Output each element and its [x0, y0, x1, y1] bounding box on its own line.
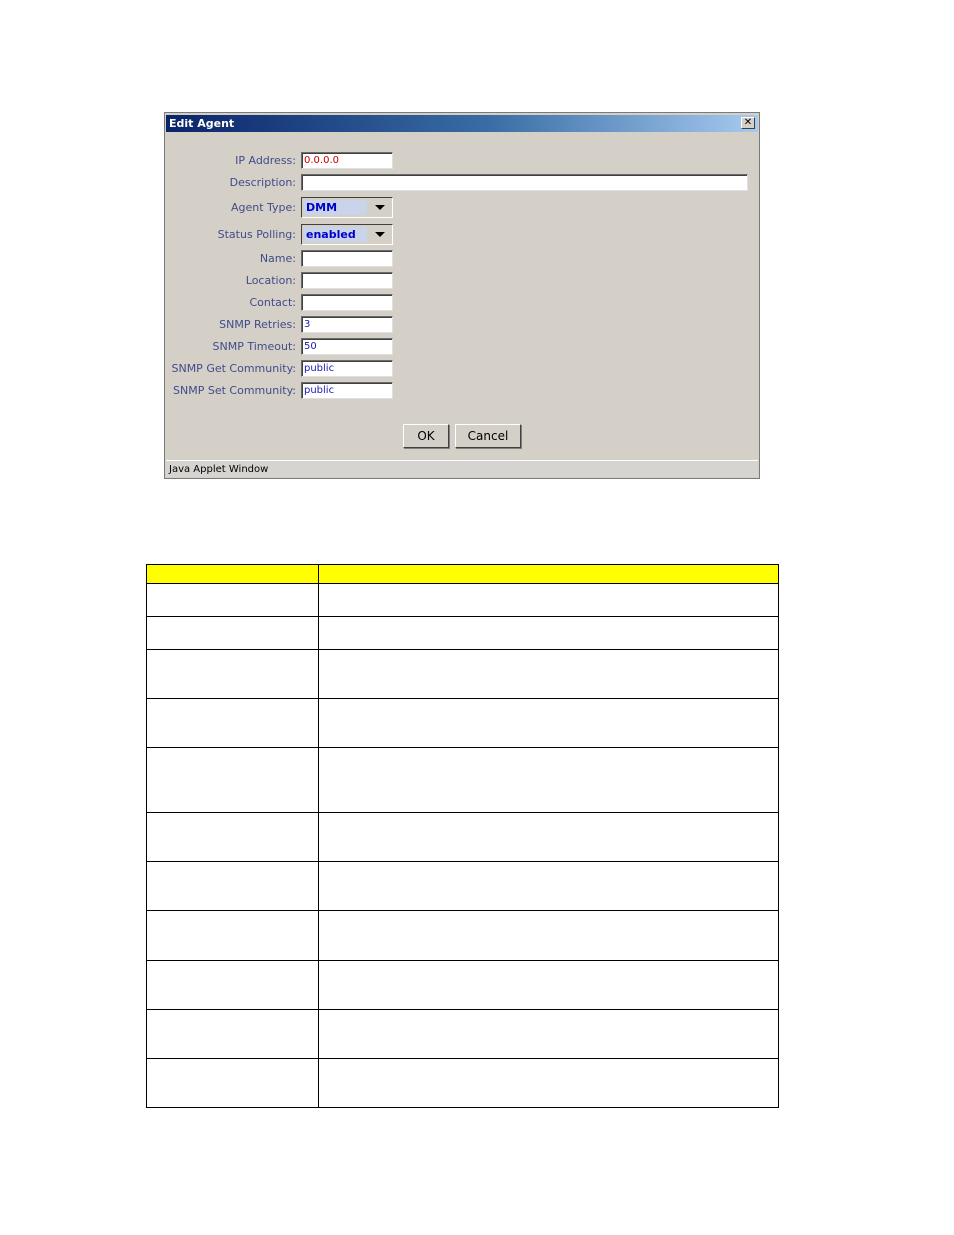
table-cell: [319, 1010, 779, 1059]
table-cell: [319, 584, 779, 617]
table-row: [147, 1059, 779, 1108]
dialog-title: Edit Agent: [169, 117, 235, 130]
table-row: [147, 617, 779, 650]
table-cell: [319, 748, 779, 813]
table-cell: [319, 961, 779, 1010]
table-cell: [319, 813, 779, 862]
table-cell: [319, 911, 779, 961]
table-cell: [147, 699, 319, 748]
location-label: Location:: [245, 274, 296, 287]
agent-type-label: Agent Type:: [230, 201, 296, 214]
dialog-titlebar[interactable]: [166, 115, 758, 132]
applet-status-bar: [166, 460, 758, 477]
status-polling-label: Status Polling:: [217, 228, 296, 241]
table-header-cell: [319, 565, 779, 584]
table-cell: [319, 862, 779, 911]
snmp-set-community-input[interactable]: public: [301, 382, 393, 399]
table-cell: [319, 1059, 779, 1108]
table-cell: [147, 584, 319, 617]
agent-type-select[interactable]: [301, 197, 393, 218]
contact-label: Contact:: [249, 296, 296, 309]
table-row: [147, 862, 779, 911]
applet-status-text: Java Applet Window: [169, 464, 269, 475]
table-row: [147, 911, 779, 961]
snmp-set-community-label: SNMP Set Community:: [173, 384, 296, 397]
snmp-get-community-label: SNMP Get Community:: [171, 362, 296, 375]
contact-input[interactable]: [301, 294, 393, 311]
table-header-row: [147, 565, 779, 584]
chevron-down-icon[interactable]: [370, 227, 390, 242]
table-cell: [147, 617, 319, 650]
chevron-down-icon[interactable]: [370, 200, 390, 215]
table-row: [147, 961, 779, 1010]
table-cell: [147, 748, 319, 813]
table-row: [147, 813, 779, 862]
description-input[interactable]: [301, 174, 748, 191]
table-cell: [147, 961, 319, 1010]
status-polling-value: enabled: [304, 227, 367, 242]
snmp-retries-input[interactable]: 3: [301, 316, 393, 333]
table-cell: [147, 650, 319, 699]
table-cell: [319, 699, 779, 748]
ok-button[interactable]: OK: [403, 424, 449, 448]
table-cell: [147, 1010, 319, 1059]
snmp-retries-label: SNMP Retries:: [219, 318, 296, 331]
table-cell: [147, 813, 319, 862]
table-cell: [319, 650, 779, 699]
table-row: [147, 650, 779, 699]
table-row: [147, 1010, 779, 1059]
table-row: [147, 699, 779, 748]
edit-agent-dialog: [164, 112, 760, 479]
table-row: [147, 584, 779, 617]
agent-type-value: DMM: [304, 200, 367, 215]
snmp-get-community-input[interactable]: public: [301, 360, 393, 377]
snmp-timeout-label: SNMP Timeout:: [212, 340, 296, 353]
table-header-cell: [147, 565, 319, 584]
close-icon[interactable]: ✕: [741, 117, 755, 129]
ip-address-label: IP Address:: [235, 154, 296, 167]
table-cell: [319, 617, 779, 650]
name-input[interactable]: [301, 250, 393, 267]
table-cell: [147, 911, 319, 961]
status-polling-select[interactable]: [301, 224, 393, 245]
location-input[interactable]: [301, 272, 393, 289]
field-description-table: [146, 564, 779, 1108]
table-cell: [147, 1059, 319, 1108]
snmp-timeout-input[interactable]: 50: [301, 338, 393, 355]
ip-address-input[interactable]: 0.0.0.0: [301, 152, 393, 169]
cancel-button[interactable]: Cancel: [455, 424, 521, 448]
table-cell: [147, 862, 319, 911]
name-label: Name:: [259, 252, 296, 265]
description-label: Description:: [229, 176, 296, 189]
table-row: [147, 748, 779, 813]
